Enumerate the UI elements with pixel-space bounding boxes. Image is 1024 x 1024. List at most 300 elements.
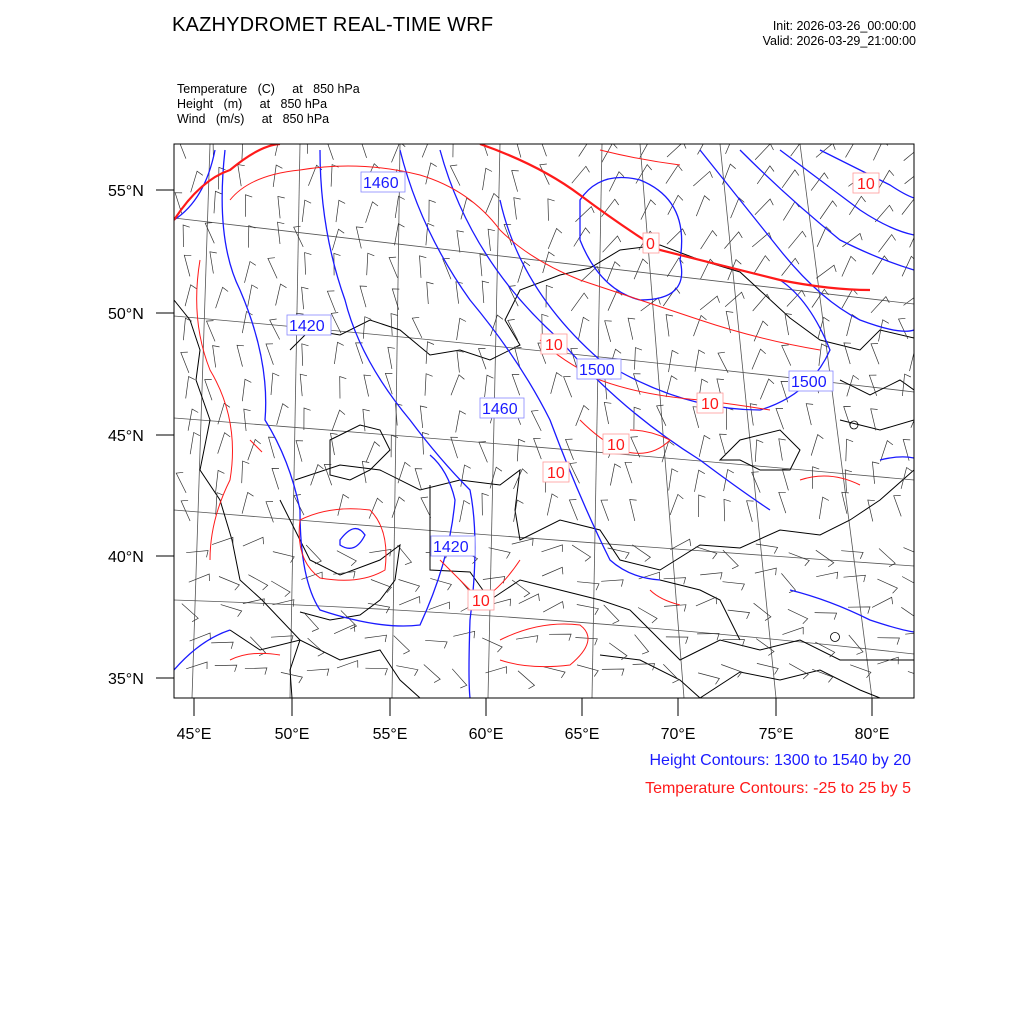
wind-barb (271, 373, 279, 395)
wind-barb (755, 199, 773, 215)
wind-barb (872, 462, 879, 484)
lon-label-60: 60°E (468, 726, 504, 743)
wind-barb (186, 662, 207, 669)
wind-barb (457, 231, 464, 253)
wind-barb (846, 439, 853, 461)
wind-barb (849, 635, 863, 654)
wind-barb (902, 197, 919, 214)
wind-barb (334, 253, 341, 275)
wind-barb (781, 573, 795, 592)
wind-barb (669, 469, 678, 491)
lon-label-55: 55°E (372, 726, 408, 743)
wind-barb (905, 632, 927, 639)
wind-barb (360, 286, 367, 307)
wind-barb (300, 374, 307, 396)
wind-barb (700, 573, 722, 580)
wind-barb (879, 235, 896, 253)
latitude-labels (108, 183, 144, 688)
wind-barb (701, 231, 717, 250)
wind-barb (875, 205, 893, 222)
wind-barb (516, 636, 538, 643)
wind-barb (331, 165, 339, 187)
wind-barb (332, 229, 344, 250)
wind-barb (311, 465, 324, 486)
wind-barb (214, 191, 222, 213)
wind-barb (364, 375, 371, 397)
wind-barb (515, 136, 522, 157)
wind-barb (816, 143, 835, 157)
wind-barb (302, 200, 311, 222)
wind-barb (336, 200, 345, 222)
wind-barb (483, 168, 493, 190)
wind-barb (844, 407, 851, 428)
wind-barb (698, 135, 713, 154)
wind-barb (842, 234, 862, 247)
height-contour-labels (287, 172, 833, 556)
wind-barb (534, 438, 542, 459)
wind-barb (844, 575, 866, 582)
wind-barb (422, 137, 436, 157)
wind-barb (245, 668, 267, 675)
wind-barb (460, 501, 470, 523)
map-title: KAZHYDROMET REAL-TIME WRF (172, 14, 494, 36)
wind-barb (631, 437, 640, 458)
wind-barb (385, 373, 392, 394)
wind-barb (334, 625, 355, 634)
wind-barb (453, 135, 460, 157)
wind-barb (756, 544, 778, 554)
wind-barb (819, 497, 829, 519)
wind-barb (271, 636, 293, 643)
wind-barb (564, 376, 572, 397)
wind-barb (877, 638, 899, 645)
wind-barb (569, 500, 577, 521)
wind-barb (670, 494, 683, 515)
wind-barb (531, 410, 541, 431)
wind-barb (755, 144, 773, 160)
height-label: 1460 (482, 401, 518, 418)
wind-barb (908, 671, 929, 684)
wind-barb (696, 196, 710, 216)
wind-barb (429, 602, 450, 610)
wind-barb (189, 574, 210, 582)
wind-barb (543, 602, 564, 613)
wind-barb (479, 442, 488, 463)
wind-barb (816, 572, 838, 579)
wind-barb (846, 138, 862, 157)
wind-barb (340, 377, 347, 399)
wind-barb (394, 636, 410, 655)
wind-barb (512, 374, 520, 395)
wind-barb (205, 380, 212, 401)
wind-barb (548, 199, 555, 221)
wind-barb (461, 198, 473, 219)
temperature-contour-labels (468, 173, 879, 610)
wind-barb (457, 351, 464, 373)
wind-barb (788, 609, 808, 623)
wind-barb (430, 578, 451, 590)
lon-label-75: 75°E (758, 726, 794, 743)
wind-barb (698, 673, 719, 684)
wind-barb (451, 375, 464, 396)
wind-barb (667, 229, 686, 244)
wind-barb (581, 267, 600, 282)
wind-barb (747, 501, 754, 522)
wind-barb (485, 375, 494, 397)
temperature-label: 0 (646, 236, 655, 253)
wind-barb (604, 605, 619, 624)
wind-barb (517, 439, 525, 461)
wind-barb (549, 634, 571, 641)
wind-barb (210, 252, 217, 274)
wind-barb (877, 579, 897, 593)
wind-barb (844, 343, 851, 364)
wind-barb (268, 258, 277, 279)
wind-barb (779, 439, 786, 461)
wind-barb (332, 410, 345, 431)
wind-barb (666, 165, 682, 183)
wind-barb (539, 136, 546, 157)
wind-barb (514, 198, 521, 220)
wind-barb (663, 664, 678, 683)
wind-barb (278, 222, 285, 244)
wind-barb (365, 635, 387, 642)
wind-barb (547, 494, 558, 516)
wind-barb (630, 500, 637, 521)
temperature-label: 10 (857, 176, 875, 193)
init-time: Init: 2026-03-26_00:00:00 (772, 19, 916, 33)
wind-barb (452, 669, 467, 688)
wind-barb (579, 317, 590, 339)
wind-barb (601, 580, 623, 587)
wind-barb (605, 321, 612, 342)
wind-barb (333, 572, 355, 579)
wind-barb (572, 166, 590, 183)
wind-barb (302, 287, 309, 309)
height-label: 1460 (363, 175, 399, 192)
wind-barb (757, 663, 778, 674)
wind-barb (304, 408, 311, 430)
wind-barb (663, 288, 680, 306)
height-label: 1500 (791, 374, 827, 391)
wind-barb (816, 550, 834, 567)
wind-barb (603, 236, 621, 252)
wind-barb (724, 499, 731, 521)
wind-barb (782, 345, 791, 366)
wind-barb (635, 348, 642, 370)
temperature-label: 10 (607, 437, 625, 454)
wind-barb (894, 496, 902, 517)
wind-barb (877, 657, 898, 664)
lat-label-55: 55°N (108, 183, 144, 200)
wind-barb (337, 661, 358, 668)
temperature-contour-legend: Temperature Contours: -25 to 25 by 5 (645, 780, 911, 797)
wind-barb (365, 668, 387, 675)
wind-barb (480, 254, 487, 276)
wind-barb (869, 375, 876, 396)
wind-barb (182, 604, 198, 622)
wind-barb (242, 461, 250, 483)
wind-barb (508, 319, 518, 340)
wind-barb (542, 567, 563, 576)
wind-barb (278, 196, 285, 218)
wind-barb (753, 294, 771, 311)
wind-barb (700, 296, 720, 310)
wind-barb (216, 470, 225, 492)
wind-barb (429, 200, 436, 222)
temperature-label: 10 (472, 593, 490, 610)
wind-barb (269, 437, 276, 458)
wind-barb (512, 539, 533, 546)
axis-ticks (156, 190, 872, 716)
wind-barb (666, 315, 673, 337)
wind-barb (392, 497, 405, 518)
wind-barb (575, 207, 594, 222)
wind-barb (426, 163, 437, 184)
wind-barb (388, 347, 395, 369)
temperature-label: 10 (545, 337, 563, 354)
wind-barb (635, 635, 649, 655)
wind-barb (666, 637, 688, 644)
wind-barb (277, 404, 289, 425)
wind-barb (633, 664, 655, 671)
wind-barb (726, 408, 733, 430)
wind-barb (577, 665, 598, 677)
wind-barb (575, 638, 597, 646)
wind-barb (248, 575, 267, 590)
height-label: 1420 (289, 318, 325, 335)
wind-barb (213, 346, 220, 368)
wind-barb (482, 281, 489, 303)
wind-barb (636, 165, 652, 184)
wind-barb (337, 551, 356, 566)
wind-barb (427, 282, 434, 304)
wind-barb (699, 435, 710, 456)
wind-barb (724, 232, 742, 249)
wind-barb (669, 350, 679, 372)
wind-barb (579, 138, 595, 156)
wind-barb (186, 377, 195, 399)
wind-barb (789, 553, 810, 566)
wind-barb (518, 671, 535, 689)
wind-barb (453, 631, 474, 638)
wind-barb (457, 318, 466, 340)
wind-barb (270, 319, 280, 340)
wind-barb (610, 464, 620, 486)
wind-barb (360, 137, 367, 158)
wind-barb (670, 539, 691, 550)
wind-barb (696, 547, 717, 559)
wind-barb (273, 600, 294, 607)
plot-frame (174, 144, 914, 698)
wind-barb (848, 607, 870, 614)
wind-barb (546, 285, 553, 307)
wind-barb (577, 582, 599, 591)
wind-barb (281, 672, 303, 683)
wind-barb (512, 580, 530, 597)
wind-barb (811, 435, 823, 456)
wind-barb (489, 548, 511, 559)
wind-barb (216, 287, 229, 308)
lon-label-45: 45°E (176, 726, 212, 743)
wind-barb (307, 669, 329, 676)
wind-barb (245, 262, 256, 283)
wind-barb (752, 349, 766, 369)
wind-barb (308, 638, 324, 656)
wind-barb (641, 200, 656, 220)
wind-barb (367, 253, 375, 275)
wind-barb (363, 409, 370, 431)
wind-barb (728, 610, 750, 619)
wind-barb (904, 147, 924, 161)
wind-barb (872, 597, 893, 607)
wind-barb (276, 284, 287, 305)
lat-label-50: 50°N (108, 306, 144, 323)
wind-barb (577, 605, 599, 615)
wind-barb (212, 537, 233, 544)
wind-barb (296, 441, 303, 462)
wind-barb (779, 492, 786, 513)
valid-time: Valid: 2026-03-29_21:00:00 (762, 34, 916, 48)
wind-barb (602, 199, 619, 217)
wind-barb (243, 537, 264, 546)
wind-barb (186, 551, 208, 558)
wind-barb (178, 138, 186, 159)
wind-barb (272, 468, 279, 489)
wind-barb (731, 198, 745, 218)
wind-barb (266, 502, 273, 523)
wind-barb (271, 581, 290, 597)
wind-barb (519, 594, 540, 604)
wind-barb (815, 613, 837, 620)
lat-label-45: 45°N (108, 428, 144, 445)
wind-barb (699, 495, 706, 517)
wind-barb (910, 350, 921, 371)
wind-barb (542, 545, 563, 552)
wind-barb (868, 500, 875, 521)
wind-barb (326, 139, 333, 160)
wind-barb (910, 227, 924, 247)
wind-barb (813, 467, 820, 489)
wind-barb (607, 262, 621, 282)
wind-barb (366, 442, 380, 462)
wind-barb (755, 440, 763, 462)
temperature-label: 10 (701, 396, 719, 413)
wind-barb (184, 255, 191, 276)
station-marker (831, 633, 840, 642)
wind-barb (754, 256, 770, 275)
height-label: 1420 (433, 539, 469, 556)
wind-barb (248, 226, 255, 248)
wind-barb (604, 402, 611, 424)
wind-barb (572, 545, 591, 561)
wind-barb (399, 597, 420, 605)
wind-barb (391, 314, 398, 336)
wind-barb (273, 165, 282, 187)
wind-barb (640, 139, 656, 158)
height-contour-legend: Height Contours: 1300 to 1540 by 20 (649, 752, 911, 769)
wind-barb (301, 572, 322, 579)
wind-barb (366, 202, 378, 223)
wind-barb (425, 640, 447, 648)
wind-barb (871, 344, 879, 365)
wind-barb (356, 227, 363, 249)
wind-barb (543, 252, 555, 273)
wind-barb (395, 196, 405, 218)
wind-barb (901, 468, 912, 489)
wind-barb (211, 642, 233, 649)
wind-barb (181, 352, 189, 373)
wind-barb (723, 582, 745, 591)
wind-barb (841, 551, 863, 559)
wind-barb (221, 605, 242, 617)
wind-barb (904, 292, 924, 305)
wind-barb (491, 315, 503, 336)
wind-barb (391, 435, 398, 457)
wind-barb (245, 195, 252, 217)
wind-barb (551, 373, 563, 394)
wind-barb (488, 229, 495, 251)
wind-barb (485, 194, 499, 214)
wind-barb (273, 552, 294, 563)
wind-barb (244, 409, 251, 431)
wind-barb (207, 321, 216, 342)
wind-barb (512, 171, 519, 192)
wind-barb (842, 289, 858, 308)
wind-barb (190, 433, 200, 455)
lon-label-65: 65°E (564, 726, 600, 743)
wind-barb (420, 256, 427, 278)
wind-barb (242, 492, 253, 513)
wind-barb (820, 201, 837, 219)
wind-barb (788, 231, 806, 248)
lat-label-35: 35°N (108, 671, 144, 688)
station-marker (850, 421, 858, 429)
wind-barb (248, 285, 258, 307)
wind-barb (398, 545, 412, 565)
wind-barb (334, 342, 343, 364)
wind-barb (544, 667, 565, 678)
wind-barb (664, 605, 686, 612)
wind-barb (371, 580, 392, 593)
field-wind: Wind (m/s) at 850 hPa (177, 112, 330, 126)
wind-barb (266, 344, 273, 365)
wind-barb (776, 408, 784, 429)
lat-label-40: 40°N (108, 549, 144, 566)
wind-barb (901, 607, 919, 624)
field-temperature: Temperature (C) at 850 hPa (177, 82, 360, 96)
height-label: 1500 (579, 362, 615, 379)
wind-barb (190, 633, 211, 641)
wind-barb (782, 170, 799, 188)
wind-barb (817, 227, 831, 247)
wind-barb (571, 293, 588, 311)
wind-barb (424, 665, 440, 683)
wind-barb (183, 225, 190, 247)
wind-barb (871, 409, 878, 431)
wind-barb (456, 411, 466, 433)
lon-label-50: 50°E (274, 726, 310, 743)
wind-barb (215, 665, 237, 672)
wind-barb (760, 379, 774, 399)
wind-barb (752, 472, 761, 493)
wind-barb (425, 374, 433, 396)
wind-barb (696, 597, 717, 606)
wind-barb (782, 469, 789, 490)
wind-barb (327, 291, 335, 312)
wind-barb (602, 669, 624, 676)
wind-barbs (175, 132, 929, 689)
